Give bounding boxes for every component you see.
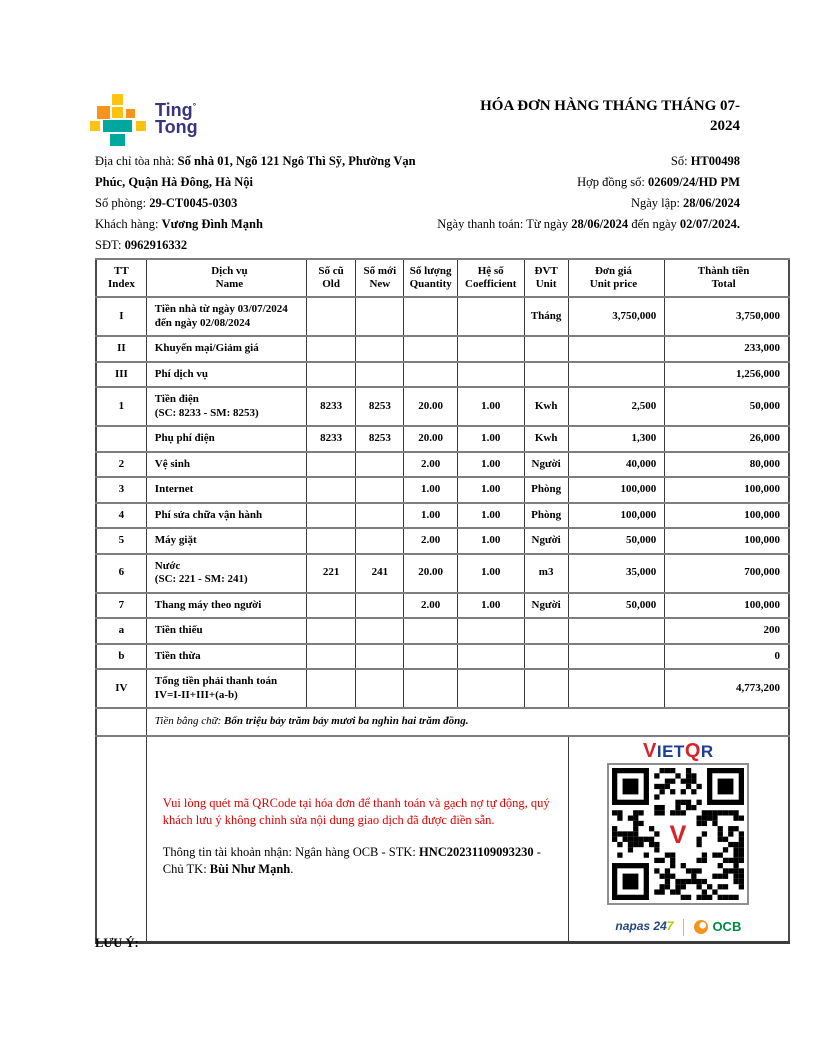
payment-instructions bbox=[146, 736, 568, 943]
cell-price: 35,000 bbox=[568, 554, 665, 593]
header-index: TT Index bbox=[96, 259, 146, 297]
building-address-cont: Phúc, Quận Hà Đông, Hà Nội bbox=[95, 175, 254, 189]
header-name: Dịch vụ Name bbox=[146, 259, 306, 297]
payment-period: Ngày thanh toán: Từ ngày 28/06/2024 đến ngày 02/07/2024. bbox=[437, 217, 740, 231]
info-row-room bbox=[95, 193, 740, 214]
cell-tt bbox=[96, 426, 146, 452]
cell-qty: 2.00 bbox=[404, 528, 457, 554]
cell-tt: 1 bbox=[96, 387, 146, 426]
cell-old: 8233 bbox=[306, 426, 355, 452]
cell-old bbox=[306, 593, 355, 619]
cell-total: 700,000 bbox=[665, 554, 789, 593]
cell-new bbox=[356, 528, 404, 554]
cell-coef bbox=[457, 362, 524, 388]
cell-old bbox=[306, 477, 355, 503]
header-total: Thành tiền Total bbox=[665, 259, 789, 297]
header-quantity: Số lượng Quantity bbox=[404, 259, 457, 297]
cell-qty: 20.00 bbox=[404, 387, 457, 426]
cell-qty: 2.00 bbox=[404, 452, 457, 478]
amount-in-words: Tiền bằng chữ: Bốn triệu bảy trăm bảy mươi ba nghìn hai trăm đồng. bbox=[146, 708, 789, 736]
header-old: Số cũ Old bbox=[306, 259, 355, 297]
cell-total: 100,000 bbox=[665, 477, 789, 503]
cell-unit: Người bbox=[524, 593, 568, 619]
cell-tt: III bbox=[96, 362, 146, 388]
brand-line1: Ting bbox=[155, 100, 193, 120]
cell-unit: Kwh bbox=[524, 387, 568, 426]
napas-logo: napas 247 bbox=[615, 919, 674, 934]
invoice-table-header bbox=[96, 259, 789, 297]
cell-unit: m3 bbox=[524, 554, 568, 593]
cell-coef: 1.00 bbox=[457, 477, 524, 503]
cell-name: Phí sửa chữa vận hành bbox=[146, 503, 306, 529]
cell-name: Nước (SC: 221 - SM: 241) bbox=[146, 554, 306, 593]
cell-new bbox=[356, 669, 404, 708]
cell-new bbox=[356, 297, 404, 336]
info-row-address2 bbox=[95, 172, 740, 193]
vietqr-block bbox=[568, 736, 789, 943]
cell-old: 221 bbox=[306, 554, 355, 593]
cell-name: Thang máy theo người bbox=[146, 593, 306, 619]
info-row-address bbox=[95, 151, 740, 172]
table-row bbox=[96, 336, 789, 362]
cell-price: 100,000 bbox=[568, 477, 665, 503]
cell-name: Khuyến mại/Giảm giá bbox=[146, 336, 306, 362]
header-coefficient: Hệ số Coefficient bbox=[457, 259, 524, 297]
tingtong-logo-icon bbox=[90, 94, 146, 146]
page-title-line1: HÓA ĐƠN HÀNG THÁNG THÁNG 07- bbox=[480, 98, 740, 114]
cell-total: 50,000 bbox=[665, 387, 789, 426]
cell-name: Phụ phí điện bbox=[146, 426, 306, 452]
cell-qty bbox=[404, 362, 457, 388]
cell-total: 100,000 bbox=[665, 503, 789, 529]
contract-number: Hợp đồng số: 02609/24/HD PM bbox=[577, 175, 740, 189]
ocb-logo: OCB bbox=[694, 920, 741, 934]
logo-divider bbox=[683, 919, 684, 936]
table-row bbox=[96, 362, 789, 388]
cell-qty bbox=[404, 336, 457, 362]
tingtong-logo bbox=[90, 94, 198, 146]
cell-name: Máy giặt bbox=[146, 528, 306, 554]
cell-total: 80,000 bbox=[665, 452, 789, 478]
cell-qty bbox=[404, 644, 457, 670]
vietqr-logo: VIETQR bbox=[643, 739, 714, 762]
cell-new: 8253 bbox=[356, 387, 404, 426]
cell-qty: 1.00 bbox=[404, 477, 457, 503]
table-row bbox=[96, 452, 789, 478]
cell-qty bbox=[404, 618, 457, 644]
cell-tt: 4 bbox=[96, 503, 146, 529]
cell-old bbox=[306, 528, 355, 554]
table-row bbox=[96, 387, 789, 426]
qr-row bbox=[96, 736, 789, 943]
cell-new bbox=[356, 362, 404, 388]
table-row bbox=[96, 644, 789, 670]
cell-new bbox=[356, 336, 404, 362]
cell-coef bbox=[457, 618, 524, 644]
customer-name: Khách hàng: Vương Đình Mạnh bbox=[95, 217, 263, 231]
invoice-table-summary bbox=[96, 708, 789, 942]
cell-price bbox=[568, 669, 665, 708]
cell-total: 3,750,000 bbox=[665, 297, 789, 336]
cell-unit: Người bbox=[524, 528, 568, 554]
header-unit-price: Đơn giá Unit price bbox=[568, 259, 665, 297]
account-info-text: Thông tin tài khoản nhận: Ngân hàng OCB - STK: HNC20231109093230 - Chủ TK: Bùi Như Mạnh. bbox=[162, 844, 541, 876]
cell-tt: 7 bbox=[96, 593, 146, 619]
cell-price: 50,000 bbox=[568, 528, 665, 554]
cell-qty: 1.00 bbox=[404, 503, 457, 529]
phone-number: SĐT: 0962916332 bbox=[95, 238, 188, 252]
registered-mark: ° bbox=[192, 101, 197, 111]
cell-new bbox=[356, 644, 404, 670]
cell-tt: a bbox=[96, 618, 146, 644]
cell-unit bbox=[524, 362, 568, 388]
cell-price bbox=[568, 618, 665, 644]
cell-coef: 1.00 bbox=[457, 452, 524, 478]
header-new: Số mới New bbox=[356, 259, 404, 297]
cell-unit: Tháng bbox=[524, 297, 568, 336]
info-row-phone bbox=[95, 235, 740, 256]
invoice-number: Số: HT00498 bbox=[670, 154, 740, 168]
table-row bbox=[96, 426, 789, 452]
cell-name: Tiền thừa bbox=[146, 644, 306, 670]
cell-old bbox=[306, 618, 355, 644]
table-row bbox=[96, 503, 789, 529]
cell-new: 8253 bbox=[356, 426, 404, 452]
cell-unit bbox=[524, 336, 568, 362]
cell-price: 100,000 bbox=[568, 503, 665, 529]
building-address: Địa chỉ tòa nhà: Số nhà 01, Ngõ 121 Ngô Thì Sỹ, Phường Vạn bbox=[95, 154, 416, 168]
table-row bbox=[96, 593, 789, 619]
brand-line2: Tong bbox=[155, 117, 198, 137]
cell-coef bbox=[457, 644, 524, 670]
cell-coef: 1.00 bbox=[457, 426, 524, 452]
header-unit: ĐVT Unit bbox=[524, 259, 568, 297]
table-row bbox=[96, 669, 789, 708]
cell-qty: 2.00 bbox=[404, 593, 457, 619]
svg-text:V: V bbox=[669, 820, 687, 849]
ocb-circle-icon bbox=[694, 920, 708, 934]
empty-cell bbox=[96, 708, 146, 736]
cell-coef: 1.00 bbox=[457, 503, 524, 529]
cell-new bbox=[356, 503, 404, 529]
cell-coef: 1.00 bbox=[457, 554, 524, 593]
cell-unit bbox=[524, 618, 568, 644]
cell-name: Internet bbox=[146, 477, 306, 503]
table-row bbox=[96, 528, 789, 554]
cell-total: 4,773,200 bbox=[665, 669, 789, 708]
cell-name: Vệ sinh bbox=[146, 452, 306, 478]
cell-name: Tiền nhà từ ngày 03/07/2024 đến ngày 02/08/2024 bbox=[146, 297, 306, 336]
qr-warning-text: Vui lòng quét mã QRCode tại hóa đơn để thanh toán và gạch nợ tự động, quý khách lưu ý không chỉnh sửa nội dung giao dịch đã được điền sẵn. bbox=[162, 795, 550, 827]
cell-coef: 1.00 bbox=[457, 593, 524, 619]
cell-new bbox=[356, 593, 404, 619]
invoice-table bbox=[95, 258, 790, 944]
amount-words-row bbox=[96, 708, 789, 736]
cell-unit bbox=[524, 669, 568, 708]
cell-name: Tiền thiếu bbox=[146, 618, 306, 644]
issue-date: Ngày lập: 28/06/2024 bbox=[630, 196, 740, 210]
cell-new bbox=[356, 477, 404, 503]
cell-old bbox=[306, 362, 355, 388]
cell-name: Tiền điện (SC: 8233 - SM: 8253) bbox=[146, 387, 306, 426]
cell-name: Tổng tiền phải thanh toán IV=I-II+III+(a-b) bbox=[146, 669, 306, 708]
cell-total: 1,256,000 bbox=[665, 362, 789, 388]
cell-coef: 1.00 bbox=[457, 387, 524, 426]
table-row bbox=[96, 618, 789, 644]
cell-total: 26,000 bbox=[665, 426, 789, 452]
table-row bbox=[96, 477, 789, 503]
cell-tt: 2 bbox=[96, 452, 146, 478]
cell-name: Phí dịch vụ bbox=[146, 362, 306, 388]
header-row bbox=[96, 259, 789, 297]
cell-coef: 1.00 bbox=[457, 528, 524, 554]
cell-unit: Người bbox=[524, 452, 568, 478]
cell-old bbox=[306, 336, 355, 362]
cell-new: 241 bbox=[356, 554, 404, 593]
cell-total: 100,000 bbox=[665, 528, 789, 554]
cell-total: 200 bbox=[665, 618, 789, 644]
cell-coef bbox=[457, 336, 524, 362]
cell-unit: Phòng bbox=[524, 477, 568, 503]
cell-tt: II bbox=[96, 336, 146, 362]
bank-logos bbox=[573, 919, 784, 936]
cell-unit bbox=[524, 644, 568, 670]
cell-price: 50,000 bbox=[568, 593, 665, 619]
cell-tt: I bbox=[96, 297, 146, 336]
cell-tt: IV bbox=[96, 669, 146, 708]
cell-tt: 5 bbox=[96, 528, 146, 554]
qr-code bbox=[607, 763, 749, 905]
cell-new bbox=[356, 618, 404, 644]
cell-new bbox=[356, 452, 404, 478]
tingtong-logo-text bbox=[155, 94, 198, 136]
cell-coef bbox=[457, 297, 524, 336]
cell-price bbox=[568, 644, 665, 670]
footer-note-label: LƯU Ý: bbox=[95, 936, 139, 950]
cell-unit: Phòng bbox=[524, 503, 568, 529]
cell-total: 100,000 bbox=[665, 593, 789, 619]
info-row-customer bbox=[95, 214, 740, 235]
cell-old bbox=[306, 452, 355, 478]
cell-price bbox=[568, 336, 665, 362]
page-title bbox=[410, 96, 740, 136]
invoice-info bbox=[95, 151, 740, 256]
cell-old bbox=[306, 503, 355, 529]
page-title-line2: 2024 bbox=[710, 118, 740, 134]
cell-qty bbox=[404, 297, 457, 336]
cell-old: 8233 bbox=[306, 387, 355, 426]
cell-total: 233,000 bbox=[665, 336, 789, 362]
cell-qty bbox=[404, 669, 457, 708]
table-row bbox=[96, 297, 789, 336]
cell-price: 2,500 bbox=[568, 387, 665, 426]
cell-qty: 20.00 bbox=[404, 426, 457, 452]
cell-total: 0 bbox=[665, 644, 789, 670]
cell-price: 3,750,000 bbox=[568, 297, 665, 336]
room-number: Số phòng: 29-CT0045-0303 bbox=[95, 196, 238, 210]
empty-cell bbox=[96, 736, 146, 943]
cell-price bbox=[568, 362, 665, 388]
cell-old bbox=[306, 297, 355, 336]
cell-tt: 6 bbox=[96, 554, 146, 593]
cell-old bbox=[306, 644, 355, 670]
cell-qty: 20.00 bbox=[404, 554, 457, 593]
cell-coef bbox=[457, 669, 524, 708]
cell-tt: b bbox=[96, 644, 146, 670]
cell-old bbox=[306, 669, 355, 708]
cell-tt: 3 bbox=[96, 477, 146, 503]
invoice-table-body bbox=[96, 297, 789, 708]
cell-unit: Kwh bbox=[524, 426, 568, 452]
table-row bbox=[96, 554, 789, 593]
cell-price: 1,300 bbox=[568, 426, 665, 452]
cell-price: 40,000 bbox=[568, 452, 665, 478]
